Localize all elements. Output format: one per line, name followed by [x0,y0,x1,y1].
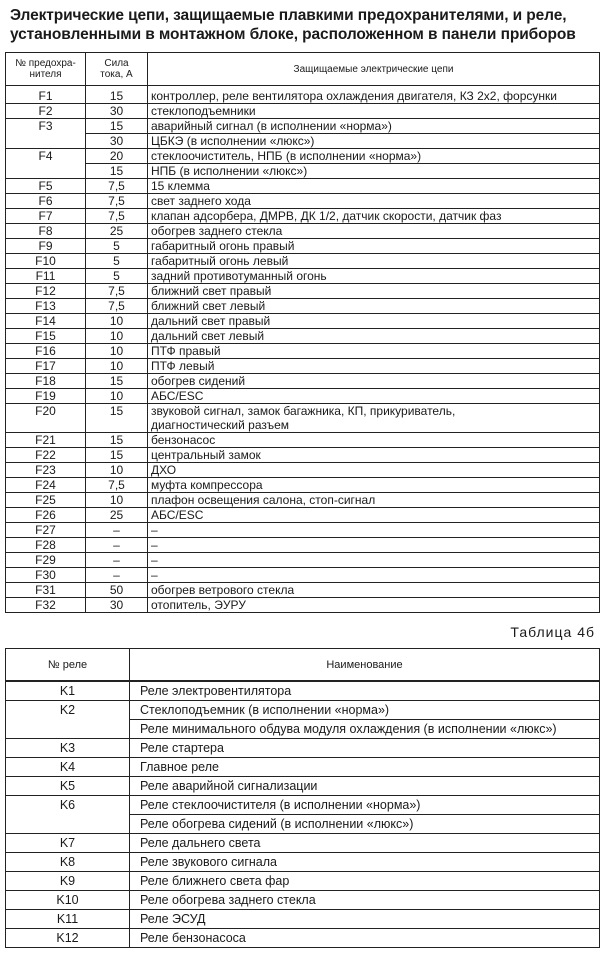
fuse-current: 25 [86,508,148,523]
fuse-current: – [86,538,148,553]
fuse-row [6,568,600,583]
fuse-id: F11 [6,269,86,284]
page-title: Электрические цепи, защищаемые плавкими предохранителями, и реле, установленными в монтажном блоке, расположенном в панели приборов [10,7,576,43]
relay-name: Реле ЭСУД [130,910,600,929]
fuse-circuit: ближний свет правый [148,284,600,299]
fuse-row [6,239,600,254]
fuse-circuit: звуковой сигнал, замок багажника, КП, прикуриватель, [148,404,600,419]
relay-name: Реле стеклоочистителя (в исполнении «норма») [130,796,600,815]
fuse-id: F18 [6,374,86,389]
fuse-circuit: диагностический разъем [148,418,600,433]
relay-row [6,796,600,815]
fuse-circuit: аварийный сигнал (в исполнении «норма») [148,119,600,134]
fuse-current: 7,5 [86,209,148,224]
fuse-circuit: – [148,553,600,568]
fuse-circuit: ПТФ правый [148,344,600,359]
fuse-circuit: габаритный огонь левый [148,254,600,269]
fuse-circuit: бензонасос [148,433,600,448]
fuse-id: F1 [6,86,86,104]
fuse-id: F20 [6,404,86,433]
fuse-row [6,583,600,598]
fuse-current: 30 [86,598,148,613]
fuse-id: F9 [6,239,86,254]
fuse-id: F2 [6,104,86,119]
fuse-circuit: обогрев ветрового стекла [148,583,600,598]
relay-row [6,701,600,720]
fuse-circuit: АБС/ESC [148,389,600,404]
fuse-current: 15 [86,433,148,448]
fuse-row [6,493,600,508]
fuse-id: F22 [6,448,86,463]
fuse-row [6,269,600,284]
relay-id: K8 [6,853,130,872]
fuse-row [6,523,600,538]
relay-row [6,758,600,777]
fuse-row [6,418,600,433]
fuse-row [6,433,600,448]
fuse-circuit: ближний свет левый [148,299,600,314]
relay-row [6,834,600,853]
fuse-circuit: обогрев сидений [148,374,600,389]
fuse-id: F23 [6,463,86,478]
fuse-circuit: задний противотуманный огонь [148,269,600,284]
fuse-current: 7,5 [86,179,148,194]
fuse-row [6,508,600,523]
fuse-id: F15 [6,329,86,344]
header-fuse-number: № предохра- нителя [6,53,86,86]
fuse-row [6,224,600,239]
fuse-row [6,404,600,419]
relay-name: Реле обогрева заднего стекла [130,891,600,910]
fuse-row [6,254,600,269]
fuse-id: F8 [6,224,86,239]
relay-name: Реле дальнего света [130,834,600,853]
fuse-id: F21 [6,433,86,448]
fuse-current: – [86,568,148,583]
fuse-current: 20 [86,149,148,164]
relay-table-caption: Таблица 4б [510,624,595,640]
header-relay-name: Наименование [130,649,600,682]
fuse-current: 15 [86,404,148,419]
relay-name: Стеклоподъемник (в исполнении «норма») [130,701,600,720]
fuse-circuit: плафон освещения салона, стоп-сигнал [148,493,600,508]
relay-id: K5 [6,777,130,796]
fuse-circuit: дальний свет левый [148,329,600,344]
fuse-row [6,104,600,119]
fuse-id: F25 [6,493,86,508]
relay-row [6,681,600,701]
fuse-row [6,209,600,224]
fuse-row [6,299,600,314]
fuse-row [6,598,600,613]
fuse-current: 50 [86,583,148,598]
fuse-circuit: отопитель, ЭУРУ [148,598,600,613]
fuse-current: 7,5 [86,299,148,314]
fuse-circuit: ПТФ левый [148,359,600,374]
fuse-current: 25 [86,224,148,239]
relay-name: Реле звукового сигнала [130,853,600,872]
fuse-row [6,538,600,553]
fuse-circuit: – [148,568,600,583]
fuse-id: F12 [6,284,86,299]
fuse-id: F6 [6,194,86,209]
fuse-id: F7 [6,209,86,224]
relay-row [6,891,600,910]
relay-row [6,929,600,948]
fuse-row [6,359,600,374]
fuse-circuit: – [148,538,600,553]
relay-row [6,872,600,891]
fuse-circuit: 15 клемма [148,179,600,194]
fuse-id: F24 [6,478,86,493]
fuse-row [6,553,600,568]
fuse-id: F4 [6,149,86,179]
header-relay-number: № реле [6,649,130,682]
fuse-row [6,86,600,104]
fuse-current: 7,5 [86,284,148,299]
relay-row [6,910,600,929]
fuse-id: F13 [6,299,86,314]
fuse-current: 5 [86,269,148,284]
fuse-row [6,374,600,389]
fuse-row [6,179,600,194]
fuse-circuit: центральный замок [148,448,600,463]
fuse-row [6,478,600,493]
fuse-id: F3 [6,119,86,149]
fuse-circuit: стеклоподъемники [148,104,600,119]
fuse-current: 5 [86,239,148,254]
relay-id: K4 [6,758,130,777]
fuse-row [6,329,600,344]
fuse-current: 7,5 [86,194,148,209]
fuse-current: 10 [86,389,148,404]
fuse-current: 10 [86,493,148,508]
relay-table-header [6,649,600,682]
fuse-id: F16 [6,344,86,359]
relay-table [5,648,600,948]
fuse-table [5,52,600,613]
fuse-circuit: – [148,523,600,538]
fuse-table-header [6,53,600,86]
fuse-row [6,194,600,209]
relay-id: K12 [6,929,130,948]
fuse-current: 10 [86,359,148,374]
fuse-circuit: свет заднего хода [148,194,600,209]
relay-name: Реле бензонасоса [130,929,600,948]
fuse-current: 7,5 [86,478,148,493]
relay-id: K3 [6,739,130,758]
fuse-current: – [86,553,148,568]
fuse-id: F14 [6,314,86,329]
relay-name: Реле минимального обдува модуля охлаждения (в исполнении «люкс») [130,720,600,739]
fuse-id: F28 [6,538,86,553]
fuse-id: F10 [6,254,86,269]
relay-name: Реле аварийной сигнализации [130,777,600,796]
fuse-circuit: стеклоочиститель, НПБ (в исполнении «норма») [148,149,600,164]
fuse-row [6,314,600,329]
fuse-circuit: габаритный огонь правый [148,239,600,254]
header-circuits: Защищаемые электрические цепи [148,53,600,86]
fuse-row [6,448,600,463]
fuse-current: 15 [86,119,148,134]
relay-id: K1 [6,681,130,701]
fuse-id: F27 [6,523,86,538]
fuse-id: F29 [6,553,86,568]
relay-name: Реле ближнего света фар [130,872,600,891]
fuse-circuit: обогрев заднего стекла [148,224,600,239]
relay-id: K11 [6,910,130,929]
fuse-current: 15 [86,374,148,389]
fuse-circuit: дальний свет правый [148,314,600,329]
fuse-row [6,463,600,478]
fuse-id: F17 [6,359,86,374]
fuse-circuit: ДХО [148,463,600,478]
relay-row [6,739,600,758]
fuse-row [6,284,600,299]
fuse-current: 15 [86,86,148,104]
fuse-row [6,134,600,149]
header-current: Сила тока, А [86,53,148,86]
fuse-id: F26 [6,508,86,523]
fuse-circuit: муфта компрессора [148,478,600,493]
fuse-current: 10 [86,344,148,359]
fuse-id: F5 [6,179,86,194]
relay-id: K10 [6,891,130,910]
fuse-current: 15 [86,448,148,463]
fuse-circuit: НПБ (в исполнении «люкс») [148,164,600,179]
fuse-current [86,418,148,433]
fuse-id: F31 [6,583,86,598]
fuse-row [6,119,600,134]
relay-id: K2 [6,701,130,739]
relay-id: K7 [6,834,130,853]
fuse-circuit: клапан адсорбера, ДМРВ, ДК 1/2, датчик скорости, датчик фаз [148,209,600,224]
relay-name: Реле стартера [130,739,600,758]
relay-row [6,777,600,796]
fuse-row [6,164,600,179]
fuse-id: F32 [6,598,86,613]
fuse-current: 5 [86,254,148,269]
fuse-row [6,344,600,359]
fuse-current: 30 [86,134,148,149]
fuse-current: 10 [86,463,148,478]
relay-id: K9 [6,872,130,891]
fuse-current: 15 [86,164,148,179]
fuse-current: 10 [86,314,148,329]
relay-name: Реле электровентилятора [130,681,600,701]
relay-name: Реле обогрева сидений (в исполнении «люкс») [130,815,600,834]
fuse-circuit: контроллер, реле вентилятора охлаждения двигателя, КЗ 2х2, форсунки [148,86,600,104]
relay-id: K6 [6,796,130,834]
fuse-circuit: АБС/ESC [148,508,600,523]
fuse-id: F19 [6,389,86,404]
relay-row [6,853,600,872]
fuse-current: – [86,523,148,538]
fuse-id: F30 [6,568,86,583]
relay-name: Главное реле [130,758,600,777]
fuse-row [6,149,600,164]
fuse-current: 30 [86,104,148,119]
fuse-row [6,389,600,404]
fuse-current: 10 [86,329,148,344]
fuse-circuit: ЦБКЭ (в исполнении «люкс») [148,134,600,149]
